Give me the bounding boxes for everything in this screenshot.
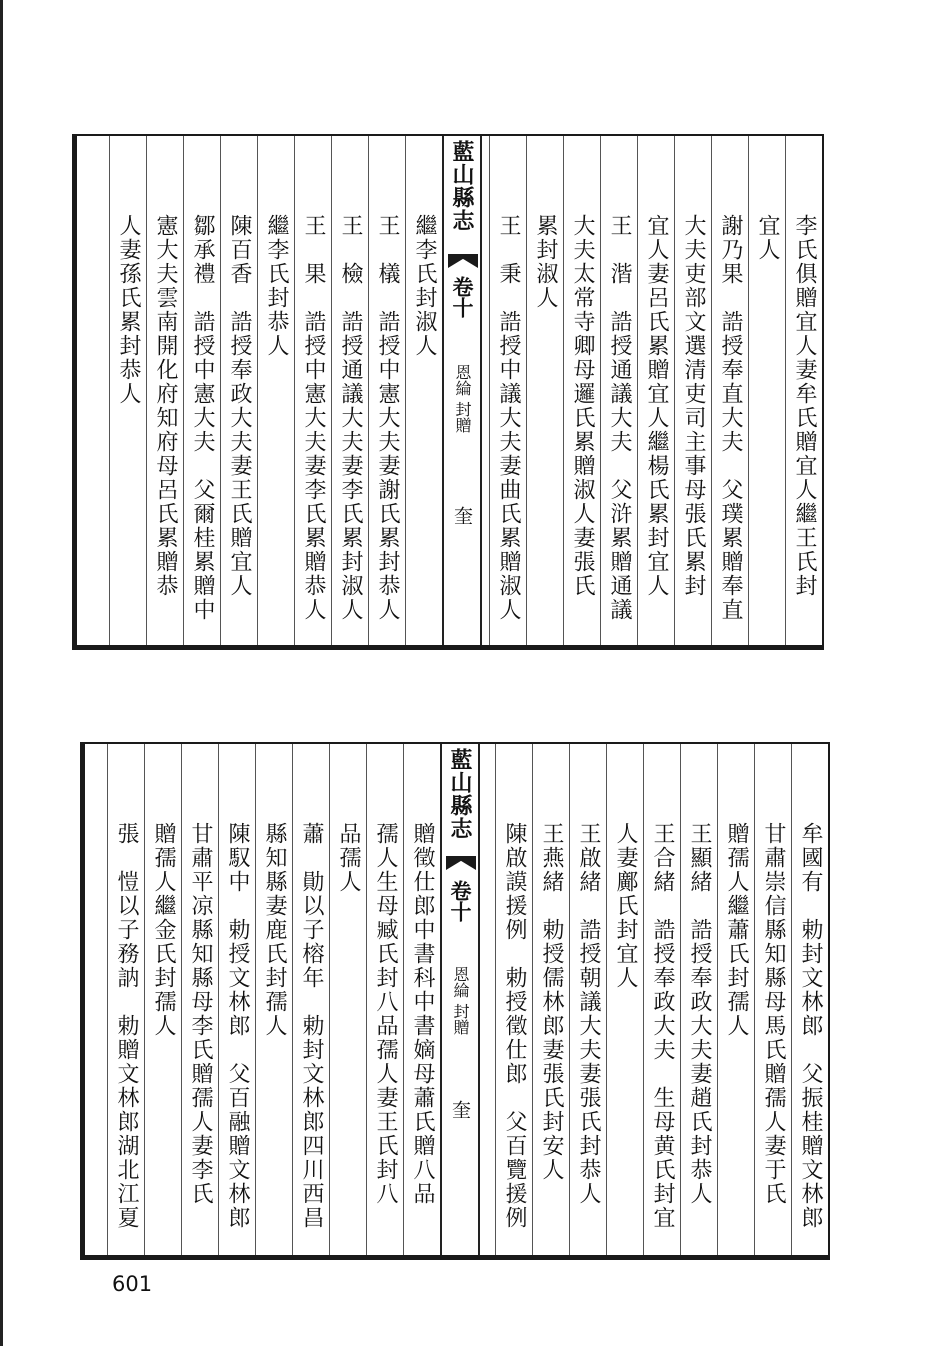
text-column xyxy=(637,136,674,645)
column-text: 繼李氏封恭人 xyxy=(264,214,289,358)
column-text: 陳百香 誥授奉政大夫妻王氏贈宜人 xyxy=(227,214,252,598)
text-column xyxy=(532,744,569,1255)
column-text: 李氏俱贈宜人妻牟氏贈宜人繼王氏封 xyxy=(792,214,817,598)
column-text: 縣知縣妻鹿氏封孺人 xyxy=(262,822,287,1038)
text-column xyxy=(405,136,442,645)
column-text: 贈孺人繼蕭氏封孺人 xyxy=(724,822,749,1038)
column-text: 牟國有 勅封文林郎 父振桂贈文林郎 xyxy=(798,822,823,1230)
center-fold-column xyxy=(442,136,482,645)
column-text: 王 果 誥授中憲大夫妻李氏累贈恭人 xyxy=(301,214,326,622)
text-column xyxy=(785,136,822,645)
column-text: 人妻鄺氏封宜人 xyxy=(613,822,638,990)
column-text: 王 檢 誥授通議大夫妻李氏累封淑人 xyxy=(338,214,363,622)
text-column xyxy=(526,136,563,645)
section-label: 恩綸 封贈 xyxy=(453,364,472,434)
column-text: 王 檥 誥授中憲大夫妻謝氏累封恭人 xyxy=(375,214,400,622)
fish-tail-mark xyxy=(448,254,478,268)
text-column xyxy=(255,744,292,1255)
text-column xyxy=(569,744,606,1255)
column-text: 繼李氏封淑人 xyxy=(412,214,437,358)
page-edge-rule xyxy=(0,0,3,1346)
text-column xyxy=(606,744,643,1255)
column-text: 累封淑人 xyxy=(533,214,558,310)
column-text: 人妻孫氏累封恭人 xyxy=(116,214,141,406)
text-column xyxy=(489,136,526,645)
leaf-label: 奎 xyxy=(449,1100,471,1119)
text-column xyxy=(791,744,828,1255)
text-column xyxy=(717,744,754,1255)
text-column xyxy=(109,136,146,645)
text-column xyxy=(144,744,181,1255)
column-text: 甘肅平凉縣知縣母李氏贈孺人妻李氏 xyxy=(188,822,213,1206)
fish-tail-mark xyxy=(446,856,476,870)
text-column xyxy=(680,744,717,1255)
column-text: 王啟緒 誥授朝議大夫妻張氏封恭人 xyxy=(576,822,601,1206)
text-column xyxy=(146,136,183,645)
column-text: 宜人妻呂氏累贈宜人繼楊氏累封宜人 xyxy=(644,214,669,598)
text-column xyxy=(292,744,329,1255)
column-text: 王燕緒 勅授儒林郎妻張氏封安人 xyxy=(539,822,564,1182)
text-column xyxy=(600,136,637,645)
column-text: 鄒承禮 誥授中憲大夫 父爾桂累贈中 xyxy=(190,214,215,622)
text-column xyxy=(563,136,600,645)
volume-label: 卷十 xyxy=(448,880,473,922)
text-column xyxy=(294,136,331,645)
text-column xyxy=(181,744,218,1255)
page-number: 601 xyxy=(112,1272,153,1296)
text-column xyxy=(711,136,748,645)
volume-label: 卷十 xyxy=(450,276,475,318)
text-column xyxy=(220,136,257,645)
column-text: 憲大夫雲南開化府知府母呂氏累贈恭 xyxy=(153,214,178,598)
column-text: 蕭 勛以子榕年 勅封文林郎四川西昌 xyxy=(299,822,324,1230)
column-text: 大夫吏部文選清吏司主事母張氏累封 xyxy=(681,214,706,598)
column-text: 謝乃果 誥授奉直大夫 父璞累贈奉直 xyxy=(718,214,743,622)
text-column xyxy=(366,744,403,1255)
column-text: 王 湝 誥授通議大夫 父浒累贈通議 xyxy=(607,214,632,622)
text-column xyxy=(674,136,711,645)
column-text: 張 愷以子務訥 勅贈文林郎湖北江夏 xyxy=(114,822,139,1230)
text-column xyxy=(368,136,405,645)
text-column xyxy=(643,744,680,1255)
text-column xyxy=(257,136,294,645)
page-panel-top xyxy=(72,134,824,650)
text-column xyxy=(183,136,220,645)
center-fold-column xyxy=(440,744,480,1255)
book-title: 藍山縣志 xyxy=(449,140,475,232)
column-text: 王顯緒 誥授奉政大夫妻趙氏封恭人 xyxy=(687,822,712,1206)
page-panel-bottom xyxy=(80,742,830,1260)
column-text: 品孺人 xyxy=(336,822,361,894)
text-column xyxy=(331,136,368,645)
column-text: 大夫太常寺卿母邏氏累贈淑人妻張氏 xyxy=(570,214,595,598)
text-column xyxy=(403,744,440,1255)
text-column xyxy=(218,744,255,1255)
column-text: 贈徵仕郎中書科中書嫡母蕭氏贈八品 xyxy=(410,822,435,1206)
text-column xyxy=(754,744,791,1255)
column-text: 王 秉 誥授中議大夫妻曲氏累贈淑人 xyxy=(496,214,521,622)
text-column xyxy=(748,136,785,645)
column-text: 甘肅崇信縣知縣母馬氏贈孺人妻于氏 xyxy=(761,822,786,1206)
leaf-label: 奎 xyxy=(451,506,473,525)
text-column xyxy=(329,744,366,1255)
column-text: 陳馭中 勅授文林郎 父百融贈文林郎 xyxy=(225,822,250,1230)
book-title: 藍山縣志 xyxy=(447,748,473,840)
section-label: 恩綸 封贈 xyxy=(451,966,470,1036)
column-text: 贈孺人繼金氏封孺人 xyxy=(151,822,176,1038)
column-text: 王合緒 誥授奉政大夫 生母黄氏封宜 xyxy=(650,822,675,1230)
text-column xyxy=(495,744,532,1255)
column-text: 陳啟謨援例 勅授徵仕郎 父百覽援例 xyxy=(502,822,527,1230)
text-column xyxy=(107,744,144,1255)
column-text: 孺人生母臧氏封八品孺人妻王氏封八 xyxy=(373,822,398,1206)
column-text: 宜人 xyxy=(755,214,780,262)
